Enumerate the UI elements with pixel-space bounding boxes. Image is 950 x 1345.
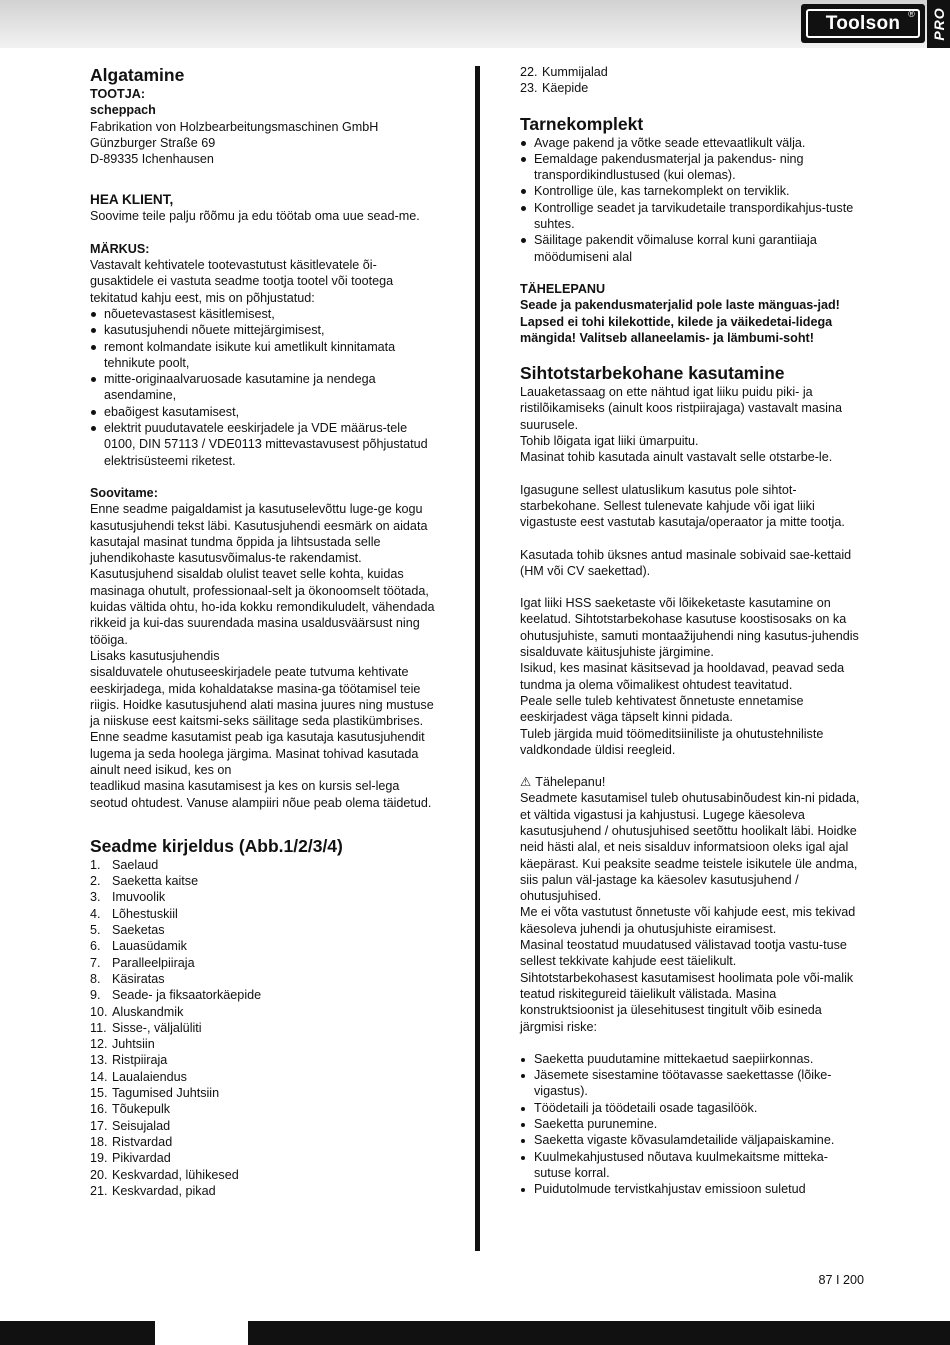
- list-item: Säilitage pakendit võimaluse korral kuni garantiiaja möödumiseni alal: [520, 232, 865, 265]
- notes-title: MÄRKUS:: [90, 241, 150, 256]
- recommend-paragraph: sisalduvatele ohutuseeskirjadele peate tutvuma kehtivate eeskirjadega, mida kohaldatakse masina-ga töötamisel teie riigis. Hoidke kasutusjuhend alati masina juures ning mustuse ja niiskuse eest kaitsmi-seks säilitage seda plastikümbrises. Enne seadme kasutamist peab iga kasutaja kasutusjuhendit lugema ja seda hoolega järgima. Masinat tohivad kasutada ainult need isikud, kes on: [90, 665, 434, 777]
- intended-use-paragraph: Igasugune sellest ulatuslikum kasutus pole sihtot-starbekohane. Sellest tulenevate kahjude või igat liiki vigastuste eest vastutab kasutaja/operaator ja mitte tootja.: [520, 482, 845, 530]
- parts-list-continued: [520, 64, 865, 97]
- list-item: 11. Sisse-, väljalüliti: [90, 1020, 202, 1035]
- list-item: 16. Tõukepulk: [90, 1102, 171, 1117]
- recommend-paragraph: Lisaks kasutusjuhendis: [90, 648, 220, 663]
- list-item: 2. Saeketta kaitse: [90, 874, 199, 889]
- list-item: 9. Seade- ja fiksaatorkäepide: [90, 988, 262, 1003]
- list-item: 15. Tagumised Juhtsiin: [90, 1086, 220, 1101]
- address-line: Fabrikation von Holzbearbeitungsmaschinen GmbH: [90, 119, 379, 134]
- intended-use-paragraph: Tohib lõigata igat liiki ümarpuitu.: [520, 434, 699, 449]
- maker-label: TOOTJA:: [90, 87, 146, 101]
- list-item: Kontrollige seadet ja tarvikudetaile transpordikahjus-tuste suhtes.: [520, 200, 865, 233]
- list-item: 23. Käepide: [520, 81, 589, 96]
- caution-paragraph: Me ei võta vastutust õnnetuste või kahjude eest, mis tekivad käesoleva juhendi ja ohutusjuhiste eiramisest.: [520, 905, 856, 936]
- list-item: nõuetevastasest käsitlemisest,: [90, 306, 440, 322]
- right-column: [520, 64, 865, 1198]
- intended-use-paragraph: Isikud, kes masinat käsitsevad ja hooldavad, peavad seda tundma ja olema võimalikest ohtudest teavitatud.: [520, 661, 845, 692]
- column-divider: [475, 66, 480, 1251]
- list-item: 5. Saeketas: [90, 923, 165, 938]
- footer-bar-left: [0, 1321, 155, 1345]
- list-item: elektrit puudutavatele eeskirjadele ja VDE määrus-tele 0100, DIN 57113 / VDE0113 mittevastavusest põhjustatud elektrisüsteemi riketest.: [90, 420, 440, 469]
- intended-use-paragraph: Peale selle tuleb kehtivatest õnnetuste ennetamise eeskirjadest väga täpselt kinni pidada.: [520, 693, 804, 725]
- list-item: 21. Keskvardad, pikad: [90, 1183, 216, 1198]
- liability-list: [90, 306, 440, 469]
- footer-bar-right: [248, 1321, 950, 1345]
- list-item: 20. Keskvardad, lühikesed: [90, 1167, 239, 1182]
- parts-list: [90, 857, 440, 1199]
- list-item: 18. Ristvardad: [90, 1134, 173, 1149]
- intended-use-paragraph: Igat liiki HSS saeketaste või lõikeketaste kasutamine on keelatud. Sihtotstarbekohase kasutuse koostisosaks on ka ohutusjuhiste, samuti montaažijuhendi ning kasutus-juhendis sisalduvate käitusjuhiste järgimine.: [520, 596, 859, 660]
- client-text: Soovime teile palju rõõmu ja edu töötab oma uue sead-me.: [90, 209, 420, 224]
- list-item: Avage pakend ja võtke seade ettevaatlikult välja.: [520, 135, 865, 151]
- address-line: D-89335 Ichenhausen: [90, 152, 214, 167]
- section-title-intended-use: Sihtotstarbekohane kasutamine: [520, 363, 785, 384]
- list-item: Jäsemete sisestamine töötavasse saekettasse (lõike-vigastus).: [520, 1067, 865, 1100]
- left-column: [90, 64, 440, 1199]
- list-item: Eemaldage pakendusmaterjal ja pakendus- ning transpordikindlustused (kui olemas).: [520, 151, 865, 184]
- address-line: Günzburger Straße 69: [90, 135, 216, 150]
- list-item: remont kolmandate isikute kui ametlikult kinnitamata tehnikute poolt,: [90, 339, 440, 372]
- list-item: Töödetaili ja töödetaili osade tagasilöök.: [520, 1100, 865, 1116]
- recommend-paragraph: Enne seadme paigaldamist ja kasutuselevõttu luge-ge kogu kasutusjuhendi tekst läbi. Kasutusjuhendi eesmärk on aidata kasutajal masinat tundma õppida ja lihtsustada selle juhendikohaste kasutusvõimalus-te rakendamist. Kasutusjuhend sisaldab olulist teavet selle kohta, kuidas masinaga ohutult, professionaal-selt ja ökonoomselt töötada, kuidas vältida ohtu, ho-ida kokku remondikuludelt, vähendada rikkeid ja kui-das suurendada masina usaldusväärsust ning tööiga.: [90, 502, 435, 647]
- brand-logo-text: Toolson: [825, 13, 901, 34]
- warning-triangle-icon: ⚠: [520, 775, 532, 790]
- list-item: 6. Lauasüdamik: [90, 939, 187, 954]
- caution-title: Tähelepanu!: [535, 775, 606, 790]
- list-item: 14. Laualaiendus: [90, 1069, 187, 1084]
- caution-paragraph: Seadmete kasutamisel tuleb ohutusabinõudest kin-ni pidada, et vältida vigastusi ja kahjustusi. Lugege käesoleva kasutusjuhend / ohutusjuhised seetõttu hoolikalt läbi. Hoidke neid hästi alal, et neis sisalduv informatsioon oleks igal ajal käepärast. Kui peaksite seadme teistele isikutele üle andma, siis palun väl-jastage ka käesolev kasutusjuhend / ohutusjuhised.: [520, 791, 860, 904]
- maker-name: scheppach: [90, 103, 156, 118]
- registered-mark: ®: [908, 9, 915, 19]
- list-item: ebaõigest kasutamisest,: [90, 404, 440, 420]
- page-number: 87 I 200: [818, 1273, 864, 1287]
- pro-tab: [927, 0, 950, 48]
- list-item: Saeketta vigaste kõvasulamdetailide väljapaiskamine.: [520, 1132, 865, 1148]
- list-item: 19. Pikivardad: [90, 1151, 171, 1166]
- list-item: Saeketta puudutamine mittekaetud saepiirkonnas.: [520, 1051, 865, 1067]
- intended-use-paragraph: Lauaketassaag on ette nähtud igat liiku puidu piki- ja ristilõikamiseks (ainult koos ristpiirajaga) vastavalt masina suurusele.: [520, 385, 842, 432]
- attention-title: TÄHELEPANU: [520, 281, 606, 296]
- recommend-title: Soovitame:: [90, 485, 158, 500]
- list-item: 3. Imuvoolik: [90, 890, 166, 905]
- list-item: Kontrollige üle, kas tarnekomplekt on terviklik.: [520, 183, 865, 199]
- list-item: 1. Saelaud: [90, 857, 159, 872]
- list-item: Saeketta purunemine.: [520, 1116, 865, 1132]
- list-item: 12. Juhtsiin: [90, 1037, 155, 1052]
- caution-heading: [520, 774, 865, 790]
- client-title: HEA KLIENT,: [90, 192, 174, 208]
- intended-use-paragraph: Kasutada tohib üksnes antud masinale sobivaid sae-kettaid (HM või CV saekettad).: [520, 547, 852, 578]
- list-item: 4. Lõhestuskiil: [90, 906, 178, 921]
- list-item: Kuulmekahjustused nõutava kuulmekaitsme mitteka-sutuse korral.: [520, 1149, 865, 1182]
- list-item: Puidutolmude tervistkahjustav emissioon suletud: [520, 1181, 865, 1197]
- list-item: 8. Käsiratas: [90, 971, 165, 986]
- attention-text: Seade ja pakendusmaterjalid pole laste mänguas-jad! Lapsed ei tohi kilekottide, kilede ja väikedetai-lidega mängida! Valitseb allaneelamis- ja lämbumi-soht!: [520, 298, 840, 345]
- list-item: 22. Kummijalad: [520, 65, 608, 79]
- list-item: 13. Ristpiiraja: [90, 1053, 168, 1068]
- recommend-paragraph: teadlikud masina kasutamisest ja kes on kursis sel-lega seotud ohtudest. Vanuse alampiiri nõue peab olema täidetud.: [90, 779, 432, 810]
- risks-list: [520, 1051, 865, 1198]
- list-item: 10. Aluskandmik: [90, 1004, 184, 1019]
- section-title-description: Seadme kirjeldus (Abb.1/2/3/4): [90, 835, 343, 856]
- intended-use-paragraph: Masinat tohib kasutada ainult vastavalt selle otstarbe-le.: [520, 450, 833, 465]
- list-item: mitte-originaalvaruosade kasutamine ja nendega asendamine,: [90, 371, 440, 404]
- caution-paragraph: Sihtotstarbekohasest kasutamisest hoolimata pole või-malik teatud riskitegureid täielikult välistada. Masina konstruktsioonist ja ülesehitusest tingitult võib esineda järgmisi riske:: [520, 970, 854, 1034]
- notes-intro: Vastavalt kehtivatele tootevastutust käsitlevatele õi-gusaktidele ei vastuta seadme tootja tootel või tootega tekitatud kahju eest, mis on põhjustatud:: [90, 258, 394, 305]
- section-title-algatamine: Algatamine: [90, 65, 185, 85]
- section-title-delivery: Tarnekomplekt: [520, 113, 644, 134]
- delivery-list: [520, 135, 865, 265]
- list-item: 17. Seisujalad: [90, 1118, 171, 1133]
- brand-logo: [801, 4, 925, 43]
- brand-logo-frame: [806, 9, 920, 38]
- list-item: kasutusjuhendi nõuete mittejärgimisest,: [90, 322, 440, 338]
- list-item: 7. Paralleelpiiraja: [90, 955, 195, 970]
- intended-use-paragraph: Tuleb järgida muid töömeditsiiniliste ja ohutustehniliste valdkondade üldisi reegleid.: [520, 726, 824, 757]
- pro-label: PRO: [930, 7, 947, 41]
- caution-paragraph: Masinal teostatud muudatused välistavad tootja vastu-tuse sellest tekkivate kahjude eest täielikult.: [520, 938, 847, 969]
